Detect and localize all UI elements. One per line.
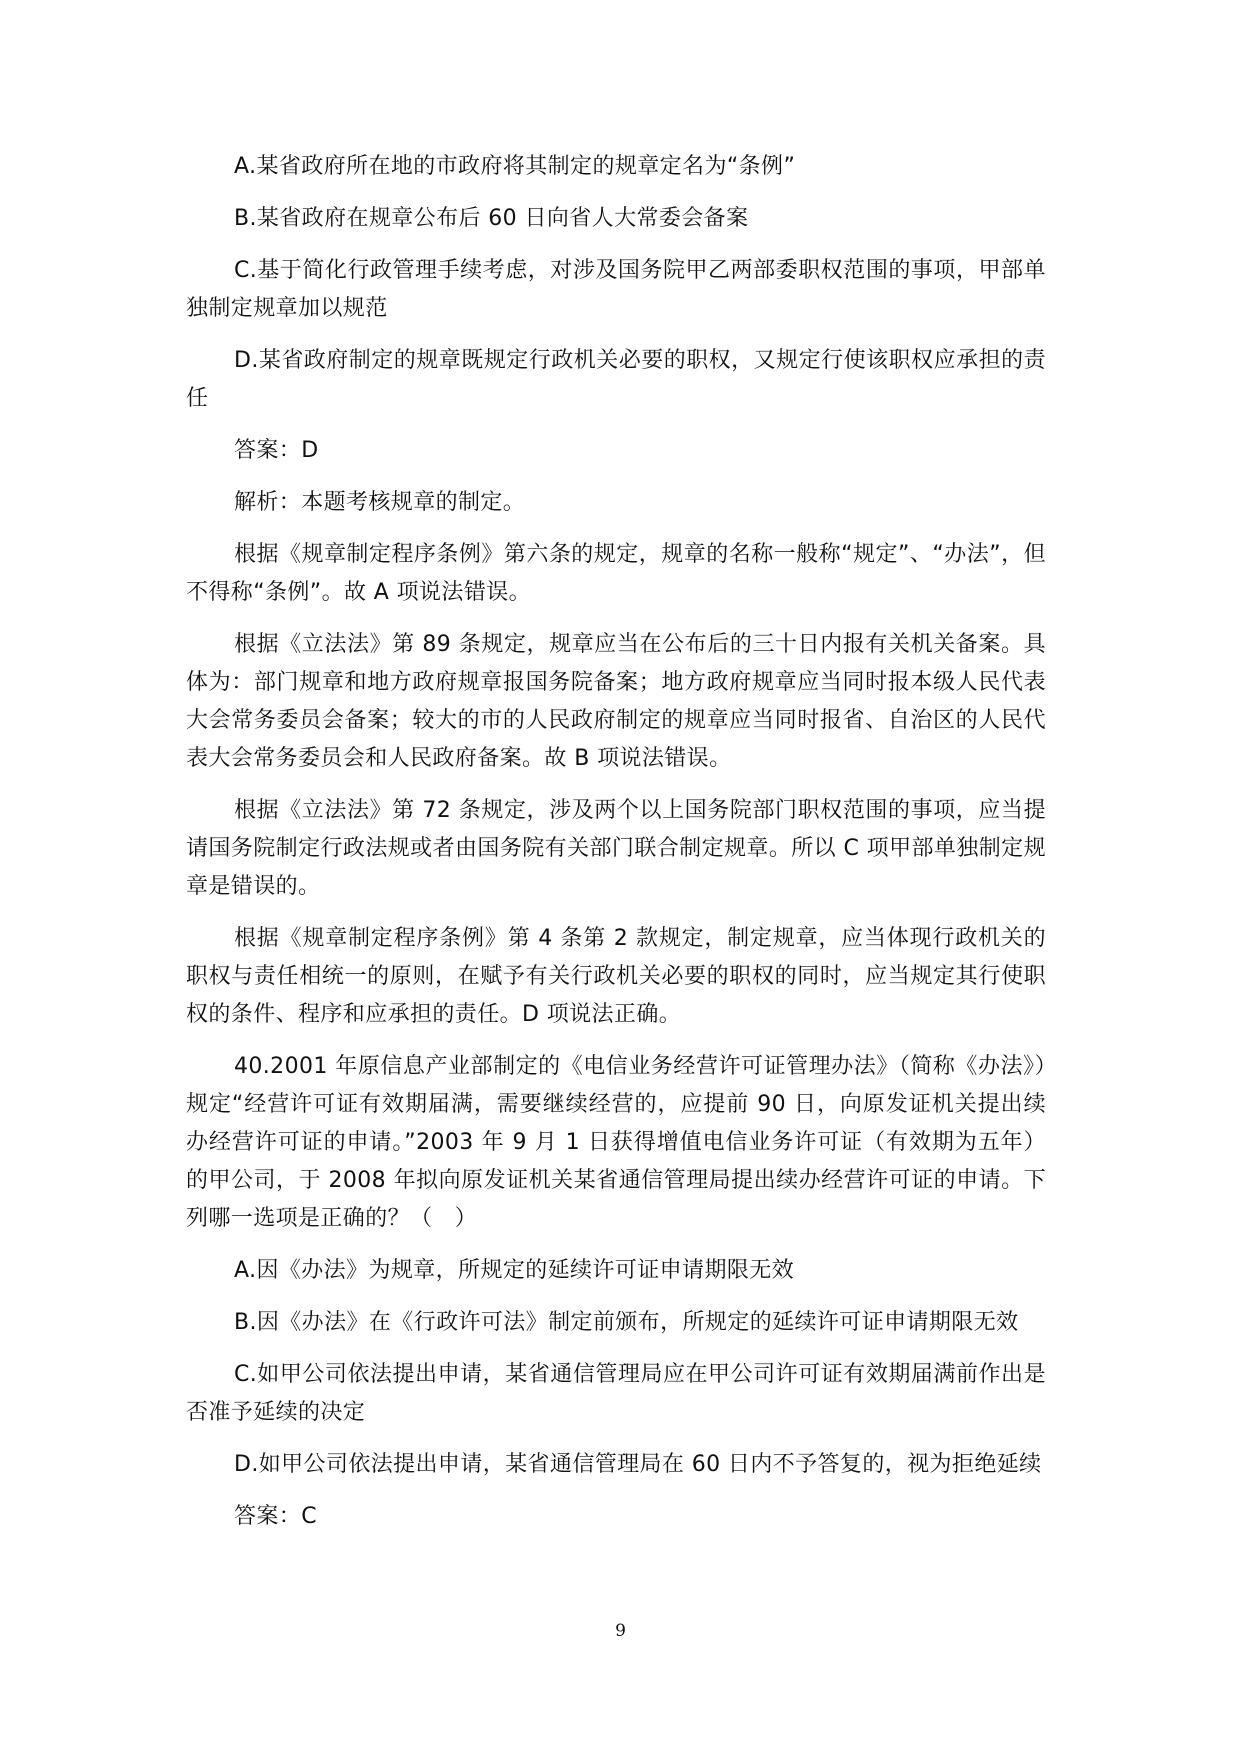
option-c-q40: C.如甲公司依法提出申请，某省通信管理局应在甲公司许可证有效期届满前作出是否准予延续的决定: [186, 1362, 1046, 1425]
option-d-q40: D.如甲公司依法提出申请，某省通信管理局在 60 日内不予答复的，视为拒绝延续: [234, 1452, 1042, 1477]
option-a-q40: A.因《办法》为规章，所规定的延续许可证申请期限无效: [234, 1258, 795, 1283]
option-b-q39: B.某省政府在规章公布后 60 日向省人大常委会备案: [234, 206, 749, 231]
answer-q40: 答案：C: [234, 1504, 317, 1529]
document-body: [186, 148, 1046, 1550]
page-number: 9: [615, 1621, 626, 1641]
question-40: 40.2001 年原信息产业部制定的《电信业务经营许可证管理办法》（简称《办法》）规定“经营许可证有效期届满，需要继续经营的，应提前 90 日，向原发证机关提出续办经营许可证的申请。”2003 年 9 月 1 日获得增值电信业务许可证（有效期为五年）的甲公司，于 2008 年拟向原发证机关某省通信管理局提出续办经营许可证的申请。下列哪一选项是正确的？（ ）: [186, 1054, 1046, 1231]
analysis-c: 根据《立法法》第 72 条规定，涉及两个以上国务院部门职权范围的事项，应当提请国务院制定行政法规或者由国务院有关部门联合制定规章。所以 C 项甲部单独制定规章是错误的。: [186, 798, 1046, 899]
analysis-d: 根据《规章制定程序条例》第 4 条第 2 款规定，制定规章，应当体现行政机关的职权与责任相统一的原则，在赋予有关行政机关必要的职权的同时，应当规定其行使职权的条件、程序和应承担的责任。D 项说法正确。: [186, 926, 1046, 1027]
analysis-b: 根据《立法法》第 89 条规定，规章应当在公布后的三十日内报有关机关备案。具体为：部门规章和地方政府规章报国务院备案；地方政府规章应当同时报本级人民代表大会常务委员会备案；较大的市的人民政府制定的规章应当同时报省、自治区的人民代表大会常务委员会和人民政府备案。故 B 项说法错误。: [186, 632, 1046, 771]
option-d-q39: D.某省政府制定的规章既规定行政机关必要的职权，又规定行使该职权应承担的责任: [186, 348, 1046, 411]
option-a-q39: A.某省政府所在地的市政府将其制定的规章定名为“条例”: [234, 154, 796, 179]
analysis-intro: 解析：本题考核规章的制定。: [234, 490, 526, 515]
option-b-q40: B.因《办法》在《行政许可法》制定前颁布，所规定的延续许可证申请期限无效: [234, 1310, 1019, 1335]
analysis-a: 根据《规章制定程序条例》第六条的规定，规章的名称一般称“规定”、“办法”，但不得称“条例”。故 A 项说法错误。: [186, 542, 1046, 605]
option-c-q39: C.基于简化行政管理手续考虑，对涉及国务院甲乙两部委职权范围的事项，甲部单独制定规章加以规范: [186, 258, 1046, 321]
answer-q39: 答案：D: [234, 438, 319, 463]
